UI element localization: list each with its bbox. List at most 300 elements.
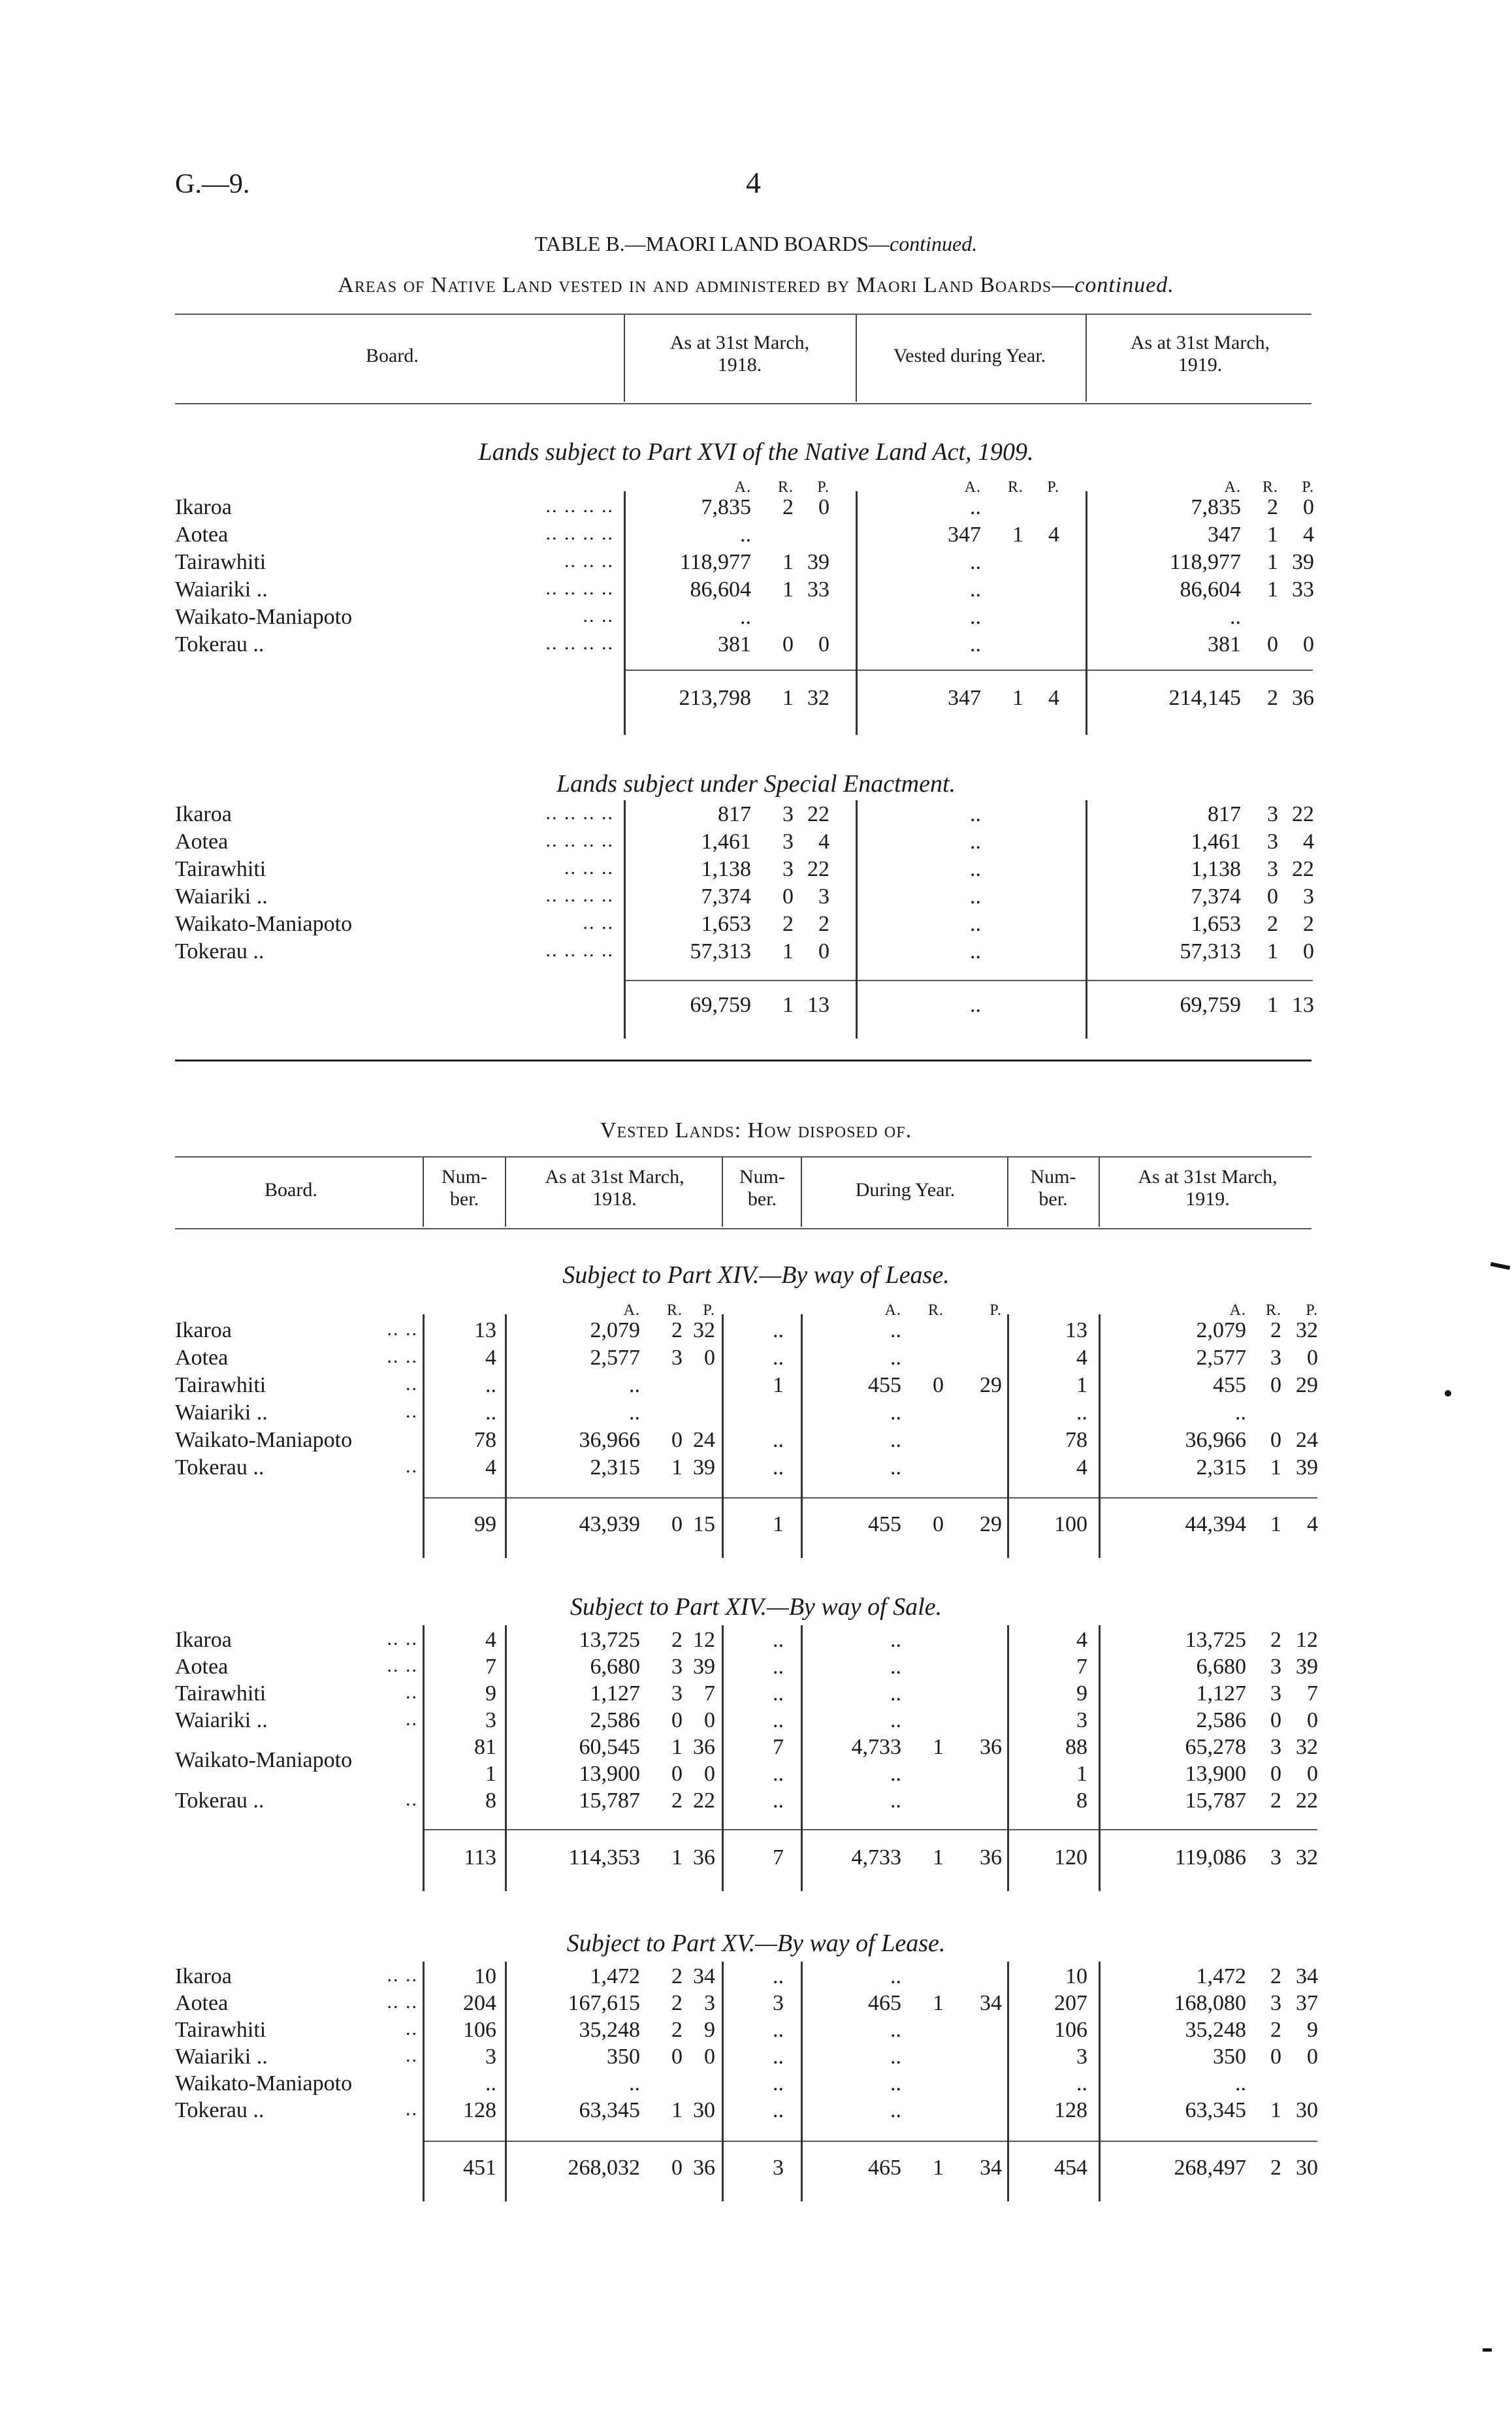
leader-dots: .. bbox=[406, 1789, 418, 1810]
number-1919-cell: .. bbox=[1076, 2071, 1087, 2096]
area-1919-cell: 0 bbox=[1270, 1373, 1281, 1397]
column-rule bbox=[423, 1625, 425, 1891]
area-during-cell: .. bbox=[970, 802, 981, 826]
area-1918-cell: 22 bbox=[807, 857, 829, 881]
area-during-cell: .. bbox=[890, 1628, 901, 1652]
area-1919-cell: 29 bbox=[1296, 1373, 1318, 1397]
leader-dots: .. bbox=[406, 1373, 418, 1395]
area-1918-cell: 2 bbox=[671, 2018, 683, 2042]
area-during-cell: 36 bbox=[980, 1735, 1002, 1759]
area-1918-cell: 60,545 bbox=[579, 1735, 640, 1759]
column-rule bbox=[1007, 1625, 1009, 1891]
leader-dots: .. bbox=[406, 2045, 418, 2066]
area-1919-cell: 0 bbox=[1307, 1346, 1318, 1370]
area-1918-cell: 30 bbox=[693, 2098, 715, 2122]
number-during-cell: .. bbox=[773, 1318, 784, 1342]
area-1918-cell: 3 bbox=[818, 884, 829, 909]
area-1919-cell: 1,138 bbox=[1191, 857, 1241, 881]
number-1918-cell: 13 bbox=[474, 1318, 496, 1342]
area-1919-cell: 455 bbox=[1213, 1373, 1246, 1397]
total-cell: 0 bbox=[671, 1512, 683, 1536]
number-1919-cell: 9 bbox=[1076, 1681, 1087, 1706]
area-1919-cell: 6,680 bbox=[1196, 1655, 1246, 1679]
area-1918-cell: 13,900 bbox=[579, 1762, 640, 1786]
area-1918-cell: 3 bbox=[671, 1346, 683, 1370]
total-cell: 465 bbox=[868, 2156, 901, 2180]
board-name: Waikato-Maniapoto bbox=[175, 1428, 353, 1452]
total-cell: 1 bbox=[1270, 1512, 1281, 1536]
area-1919-cell: 3 bbox=[1267, 830, 1278, 854]
board-name: Tairawhiti bbox=[175, 1373, 266, 1397]
section-title: Lands subject to Part XVI of the Native Land Act, 1909. bbox=[478, 438, 1034, 466]
total-cell: 4,733 bbox=[851, 1845, 901, 1870]
leader-dots: .. .. bbox=[387, 1318, 418, 1340]
area-1918-cell: 1,461 bbox=[701, 830, 751, 854]
board-name: Aotea bbox=[175, 830, 229, 854]
total-cell: 44,394 bbox=[1185, 1512, 1246, 1536]
area-1919-cell: 7 bbox=[1307, 1681, 1318, 1706]
board-name: Waiariki .. bbox=[175, 1401, 268, 1425]
area-1918-cell: 15,787 bbox=[579, 1789, 640, 1813]
unit-label: A. bbox=[964, 479, 981, 496]
area-1919-cell: 1 bbox=[1267, 577, 1278, 602]
number-1919-cell: 7 bbox=[1076, 1655, 1087, 1679]
area-1918-cell: 2 bbox=[671, 1318, 683, 1342]
column-rule bbox=[722, 1314, 724, 1558]
table1-header-rule bbox=[175, 403, 1311, 404]
area-1918-cell: 2 bbox=[671, 1789, 683, 1813]
area-1918-cell: .. bbox=[740, 523, 751, 547]
area-1919-cell: 3 bbox=[1270, 1655, 1281, 1679]
area-1919-cell: 39 bbox=[1292, 550, 1314, 574]
number-1918-cell: 4 bbox=[485, 1628, 496, 1652]
area-during-cell: .. bbox=[890, 1401, 901, 1425]
area-1918-cell: 2,586 bbox=[590, 1708, 640, 1732]
area-1919-cell: 350 bbox=[1213, 2045, 1246, 2069]
unit-label: R. bbox=[666, 1302, 683, 1319]
unit-label: A. bbox=[623, 1302, 640, 1319]
total-cell: 30 bbox=[1296, 2156, 1318, 2180]
number-1919-cell: 207 bbox=[1054, 1991, 1087, 2015]
number-1918-cell: 4 bbox=[485, 1346, 496, 1370]
leader-dots: .. .. .. bbox=[564, 550, 614, 572]
area-1919-cell: 0 bbox=[1267, 632, 1278, 656]
number-1919-cell: 106 bbox=[1054, 2018, 1087, 2042]
area-during-cell: .. bbox=[890, 1318, 901, 1342]
section-title: Subject to Part XIV.—By way of Lease. bbox=[562, 1261, 950, 1289]
area-during-cell: .. bbox=[890, 1964, 901, 1988]
unit-label: P. bbox=[1306, 1302, 1318, 1319]
area-1918-cell: 2,079 bbox=[590, 1318, 640, 1342]
area-1918-cell: 2 bbox=[818, 912, 829, 936]
area-1919-cell: 32 bbox=[1296, 1735, 1318, 1759]
area-during-cell: .. bbox=[890, 2018, 901, 2042]
area-1918-cell: 1 bbox=[671, 2098, 683, 2122]
total-cell: 214,145 bbox=[1168, 686, 1241, 710]
area-1919-cell: 13,725 bbox=[1185, 1628, 1246, 1652]
area-1919-cell: 3 bbox=[1270, 1346, 1281, 1370]
area-1918-cell: 2 bbox=[671, 1964, 683, 1988]
leader-dots: .. .. .. .. bbox=[545, 939, 614, 961]
table2-header-number-1919: Num- ber. bbox=[1030, 1166, 1076, 1210]
total-cell: 36 bbox=[693, 1845, 715, 1870]
unit-label: P. bbox=[1302, 479, 1314, 496]
number-1918-cell: .. bbox=[485, 1373, 496, 1397]
area-1919-cell: 2 bbox=[1267, 495, 1278, 519]
number-during-cell: .. bbox=[773, 1628, 784, 1652]
total-cell: 1 bbox=[773, 1512, 784, 1536]
number-during-cell: 7 bbox=[773, 1735, 784, 1759]
total-cell: 36 bbox=[980, 1845, 1002, 1870]
table-title: TABLE B.—MAORI LAND BOARDS—continued. bbox=[534, 232, 978, 255]
area-1918-cell: 63,345 bbox=[579, 2098, 640, 2122]
leader-dots: .. .. bbox=[583, 912, 614, 933]
table1-header-divider bbox=[624, 315, 625, 402]
area-1919-cell: 1 bbox=[1270, 1455, 1281, 1480]
board-name: Tokerau .. bbox=[175, 632, 265, 656]
total-cell: 0 bbox=[933, 1512, 944, 1536]
area-1919-cell: 0 bbox=[1307, 1762, 1318, 1786]
column-rule bbox=[505, 1962, 507, 2201]
area-1919-cell: 22 bbox=[1292, 802, 1314, 826]
column-rule bbox=[801, 1314, 803, 1558]
board-name: Tokerau .. bbox=[175, 1789, 265, 1813]
area-1919-cell: 347 bbox=[1208, 523, 1241, 547]
area-1918-cell: 1,127 bbox=[590, 1681, 640, 1706]
area-1919-cell: 817 bbox=[1208, 802, 1241, 826]
area-1918-cell: 2 bbox=[671, 1991, 683, 2015]
area-1919-cell: 1 bbox=[1267, 939, 1278, 964]
column-rule bbox=[1099, 1962, 1101, 2201]
area-during-cell: .. bbox=[890, 1681, 901, 1706]
area-1918-cell: 3 bbox=[671, 1655, 683, 1679]
number-during-cell: 1 bbox=[773, 1373, 784, 1397]
area-1918-cell: 0 bbox=[818, 495, 829, 519]
area-1918-cell: 7,835 bbox=[701, 495, 751, 519]
board-name: Waiariki .. bbox=[175, 1708, 268, 1732]
area-1918-cell: 2 bbox=[782, 912, 794, 936]
total-cell: 119,086 bbox=[1174, 1845, 1246, 1870]
area-1918-cell: 0 bbox=[671, 1428, 683, 1452]
table1-header-1918: As at 31st March, 1918. bbox=[669, 332, 810, 376]
area-1918-cell: 39 bbox=[693, 1655, 715, 1679]
unit-label: A. bbox=[884, 1302, 901, 1319]
area-1919-cell: 1,461 bbox=[1191, 830, 1241, 854]
area-1918-cell: 118,977 bbox=[679, 550, 751, 574]
leader-dots: .. .. bbox=[387, 1628, 418, 1649]
area-1919-cell: 37 bbox=[1296, 1991, 1318, 2015]
number-during-cell: .. bbox=[773, 1964, 784, 1988]
number-1919-cell: 88 bbox=[1065, 1735, 1087, 1759]
area-1918-cell: 22 bbox=[807, 802, 829, 826]
area-during-cell: 29 bbox=[980, 1373, 1002, 1397]
area-1919-cell: 1,127 bbox=[1196, 1681, 1246, 1706]
area-1919-cell: 0 bbox=[1270, 2045, 1281, 2069]
area-1918-cell: 1 bbox=[671, 1735, 683, 1759]
total-cell: 0 bbox=[671, 2156, 683, 2180]
area-1918-cell: 4 bbox=[818, 830, 829, 854]
column-rule bbox=[624, 491, 626, 735]
number-1919-cell: 1 bbox=[1076, 1373, 1087, 1397]
total-rule bbox=[423, 2141, 1317, 2142]
table2-header-number-1918: Num- ber. bbox=[442, 1166, 487, 1210]
board-name: Waiariki .. bbox=[175, 884, 268, 909]
area-1919-cell: 30 bbox=[1296, 2098, 1318, 2122]
section-title: Subject to Part XV.—By way of Lease. bbox=[566, 1930, 946, 1957]
total-cell: 36 bbox=[693, 2156, 715, 2180]
area-1918-cell: 39 bbox=[807, 550, 829, 574]
area-1919-cell: 65,278 bbox=[1185, 1735, 1246, 1759]
number-during-cell: .. bbox=[773, 1762, 784, 1786]
area-during-cell: 1 bbox=[1012, 523, 1023, 547]
number-1918-cell: 7 bbox=[485, 1655, 496, 1679]
area-1918-cell: 3 bbox=[782, 857, 794, 881]
area-1918-cell: 3 bbox=[671, 1681, 683, 1706]
area-1919-cell: 1 bbox=[1267, 550, 1278, 574]
total-rule bbox=[624, 980, 1313, 981]
area-during-cell: .. bbox=[970, 857, 981, 881]
board-name: Aotea bbox=[175, 1346, 229, 1370]
unit-label: P. bbox=[989, 1302, 1002, 1319]
number-during-cell: .. bbox=[773, 2018, 784, 2042]
area-during-cell: .. bbox=[890, 1789, 901, 1813]
area-1919-cell: 2 bbox=[1270, 2018, 1281, 2042]
total-rule bbox=[423, 1829, 1317, 1830]
area-1919-cell: 33 bbox=[1292, 577, 1314, 602]
section-title: Subject to Part XIV.—By way of Sale. bbox=[570, 1593, 942, 1621]
column-rule bbox=[1086, 800, 1087, 1039]
column-rule bbox=[856, 491, 858, 735]
area-1918-cell: 1 bbox=[782, 550, 794, 574]
total-cell: 32 bbox=[1296, 1845, 1318, 1870]
unit-label: A. bbox=[1224, 479, 1241, 496]
area-during-cell: .. bbox=[890, 1762, 901, 1786]
area-during-cell: .. bbox=[890, 1455, 901, 1480]
area-1919-cell: 2,577 bbox=[1196, 1346, 1246, 1370]
area-during-cell: .. bbox=[970, 884, 981, 909]
unit-label: P. bbox=[703, 1302, 715, 1319]
table2-header-1918: As at 31st March, 1918. bbox=[545, 1166, 684, 1210]
area-1918-cell: 1 bbox=[782, 577, 794, 602]
total-cell: 99 bbox=[474, 1512, 496, 1536]
number-1918-cell: 8 bbox=[485, 1789, 496, 1813]
total-cell: 1 bbox=[782, 993, 794, 1017]
number-1919-cell: 78 bbox=[1065, 1428, 1087, 1452]
area-1918-cell: 2,315 bbox=[590, 1455, 640, 1480]
section-title: Lands subject under Special Enactment. bbox=[556, 770, 956, 798]
board-name: Waikato-Maniapoto bbox=[175, 605, 353, 629]
area-1919-cell: 2 bbox=[1270, 1318, 1281, 1342]
table2-header-divider bbox=[1007, 1158, 1008, 1227]
number-during-cell: .. bbox=[773, 2045, 784, 2069]
column-rule bbox=[801, 1625, 803, 1891]
unit-label: R. bbox=[1265, 1302, 1281, 1319]
area-1918-cell: 0 bbox=[818, 632, 829, 656]
area-during-cell: 4 bbox=[1048, 523, 1059, 547]
area-during-cell: 347 bbox=[948, 523, 981, 547]
number-1918-cell: 106 bbox=[463, 2018, 496, 2042]
table2-header-rule bbox=[175, 1228, 1311, 1229]
area-1918-cell: 1,653 bbox=[701, 912, 751, 936]
number-during-cell: .. bbox=[773, 1655, 784, 1679]
total-cell: 2 bbox=[1267, 686, 1278, 710]
board-name: Ikaroa bbox=[175, 1628, 232, 1652]
section-divider bbox=[175, 1060, 1311, 1061]
table2-header-divider bbox=[423, 1158, 424, 1227]
leader-dots: .. .. .. .. bbox=[545, 802, 614, 824]
total-cell: 4 bbox=[1307, 1512, 1318, 1536]
number-1918-cell: 9 bbox=[485, 1681, 496, 1706]
area-1919-cell: 24 bbox=[1296, 1428, 1318, 1452]
number-1919-cell: 4 bbox=[1076, 1346, 1087, 1370]
number-during-cell: .. bbox=[773, 1455, 784, 1480]
column-rule bbox=[856, 800, 858, 1039]
number-1919-cell: 4 bbox=[1076, 1455, 1087, 1480]
area-during-cell: .. bbox=[970, 939, 981, 964]
area-during-cell: .. bbox=[970, 577, 981, 602]
area-1918-cell: 32 bbox=[693, 1318, 715, 1342]
area-1919-cell: 1,653 bbox=[1191, 912, 1241, 936]
area-1918-cell: 9 bbox=[704, 2018, 715, 2042]
area-1918-cell: 0 bbox=[671, 1762, 683, 1786]
total-cell: 268,032 bbox=[568, 2156, 640, 2180]
area-1919-cell: 15,787 bbox=[1185, 1789, 1246, 1813]
unit-label: R. bbox=[927, 1302, 944, 1319]
number-1918-cell: 3 bbox=[485, 1708, 496, 1732]
page-reference: G.—9. bbox=[175, 169, 250, 199]
board-name: Waiariki .. bbox=[175, 577, 268, 602]
area-1919-cell: 2 bbox=[1270, 1628, 1281, 1652]
number-1918-cell: .. bbox=[485, 2071, 496, 2096]
area-1918-cell: 7,374 bbox=[701, 884, 751, 909]
number-during-cell: .. bbox=[773, 1708, 784, 1732]
board-name: Waikato-Maniapoto bbox=[175, 912, 353, 936]
area-1919-cell: 12 bbox=[1296, 1628, 1318, 1652]
area-1919-cell: 0 bbox=[1307, 2045, 1318, 2069]
area-1918-cell: 13,725 bbox=[579, 1628, 640, 1652]
area-during-cell: .. bbox=[970, 495, 981, 519]
column-rule bbox=[423, 1962, 425, 2201]
board-name: Ikaroa bbox=[175, 1964, 232, 1988]
area-1918-cell: 35,248 bbox=[579, 2018, 640, 2042]
table2-header-board: Board. bbox=[265, 1179, 317, 1201]
total-cell: 32 bbox=[807, 686, 829, 710]
number-1918-cell: 78 bbox=[474, 1428, 496, 1452]
scan-mark bbox=[1483, 2348, 1492, 2352]
area-during-cell: .. bbox=[890, 1655, 901, 1679]
area-1919-cell: 2 bbox=[1267, 912, 1278, 936]
number-during-cell: .. bbox=[773, 2071, 784, 2096]
table1-header-divider bbox=[1086, 315, 1087, 402]
area-1919-cell: 39 bbox=[1296, 1655, 1318, 1679]
total-cell: 268,497 bbox=[1174, 2156, 1246, 2180]
total-cell: 1 bbox=[671, 1845, 683, 1870]
table2-header-1919: As at 31st March, 1919. bbox=[1138, 1166, 1278, 1210]
number-1919-cell: 3 bbox=[1076, 2045, 1087, 2069]
area-1918-cell: 0 bbox=[818, 939, 829, 964]
column-rule bbox=[801, 1962, 803, 2201]
unit-label: R. bbox=[777, 479, 794, 496]
table1-header-board: Board. bbox=[366, 345, 419, 366]
total-cell: 7 bbox=[773, 1845, 784, 1870]
area-1918-cell: 2 bbox=[671, 1628, 683, 1652]
number-1918-cell: 128 bbox=[463, 2098, 496, 2122]
area-during-cell: 1 bbox=[933, 1991, 944, 2015]
board-name: Aotea bbox=[175, 1655, 229, 1679]
area-1918-cell: 0 bbox=[782, 884, 794, 909]
number-1918-cell: 1 bbox=[485, 1762, 496, 1786]
area-1919-cell: 2 bbox=[1303, 912, 1314, 936]
board-name: Tokerau .. bbox=[175, 1455, 265, 1480]
area-1918-cell: 1,138 bbox=[701, 857, 751, 881]
board-name: Tairawhiti bbox=[175, 857, 266, 881]
column-rule bbox=[1086, 491, 1087, 735]
table2-header-divider bbox=[1099, 1158, 1100, 1227]
area-1919-cell: 32 bbox=[1296, 1318, 1318, 1342]
area-1918-cell: 39 bbox=[693, 1455, 715, 1480]
area-during-cell: 34 bbox=[980, 1991, 1002, 2015]
area-during-cell: .. bbox=[890, 1428, 901, 1452]
table2-header-divider bbox=[722, 1158, 723, 1227]
area-1919-cell: 1,472 bbox=[1196, 1964, 1246, 1988]
board-name: Aotea bbox=[175, 523, 229, 547]
board-name: Ikaroa bbox=[175, 495, 232, 519]
table1-header-during: Vested during Year. bbox=[893, 345, 1046, 366]
area-1919-cell: 0 bbox=[1270, 1708, 1281, 1732]
column-rule bbox=[1007, 1962, 1009, 2201]
leader-dots: .. bbox=[406, 2018, 418, 2039]
area-1918-cell: 2 bbox=[782, 495, 794, 519]
area-1918-cell: 1 bbox=[671, 1455, 683, 1480]
number-1919-cell: 10 bbox=[1065, 1964, 1087, 1988]
area-1918-cell: .. bbox=[629, 2071, 640, 2096]
area-1919-cell: 1 bbox=[1270, 2098, 1281, 2122]
area-1919-cell: 0 bbox=[1270, 1762, 1281, 1786]
leader-dots: .. .. bbox=[387, 1346, 418, 1367]
leader-dots: .. bbox=[406, 1708, 418, 1730]
column-rule bbox=[722, 1625, 724, 1891]
area-1919-cell: 2,079 bbox=[1196, 1318, 1246, 1342]
number-during-cell: .. bbox=[773, 2098, 784, 2122]
area-1918-cell: 34 bbox=[693, 1964, 715, 1988]
leader-dots: .. .. .. bbox=[564, 857, 614, 879]
area-1919-cell: 0 bbox=[1303, 939, 1314, 964]
total-cell: 455 bbox=[868, 1512, 901, 1536]
table-subtitle: Areas of Native Land vested in and administered by Maori Land Boards—continued. bbox=[338, 273, 1174, 297]
board-name: Waiariki .. bbox=[175, 2045, 268, 2069]
column-rule bbox=[1099, 1625, 1101, 1891]
area-during-cell: 455 bbox=[868, 1373, 901, 1397]
table2-title: Vested Lands: How disposed of. bbox=[600, 1118, 912, 1142]
area-1918-cell: 0 bbox=[704, 1762, 715, 1786]
area-1918-cell: 817 bbox=[718, 802, 751, 826]
number-1919-cell: 4 bbox=[1076, 1628, 1087, 1652]
area-during-cell: .. bbox=[970, 830, 981, 854]
number-during-cell: .. bbox=[773, 1681, 784, 1706]
total-cell: 15 bbox=[693, 1512, 715, 1536]
number-1919-cell: .. bbox=[1076, 1401, 1087, 1425]
total-cell: 69,759 bbox=[690, 993, 751, 1017]
total-cell: 4 bbox=[1048, 686, 1059, 710]
leader-dots: .. .. .. .. bbox=[545, 577, 614, 599]
leader-dots: .. .. .. .. bbox=[545, 495, 614, 517]
area-1918-cell: 36 bbox=[693, 1735, 715, 1759]
area-1918-cell: 381 bbox=[718, 632, 751, 656]
area-during-cell: .. bbox=[970, 912, 981, 936]
area-during-cell: .. bbox=[890, 1708, 901, 1732]
total-cell: 454 bbox=[1054, 2156, 1087, 2180]
area-1918-cell: 86,604 bbox=[690, 577, 751, 602]
